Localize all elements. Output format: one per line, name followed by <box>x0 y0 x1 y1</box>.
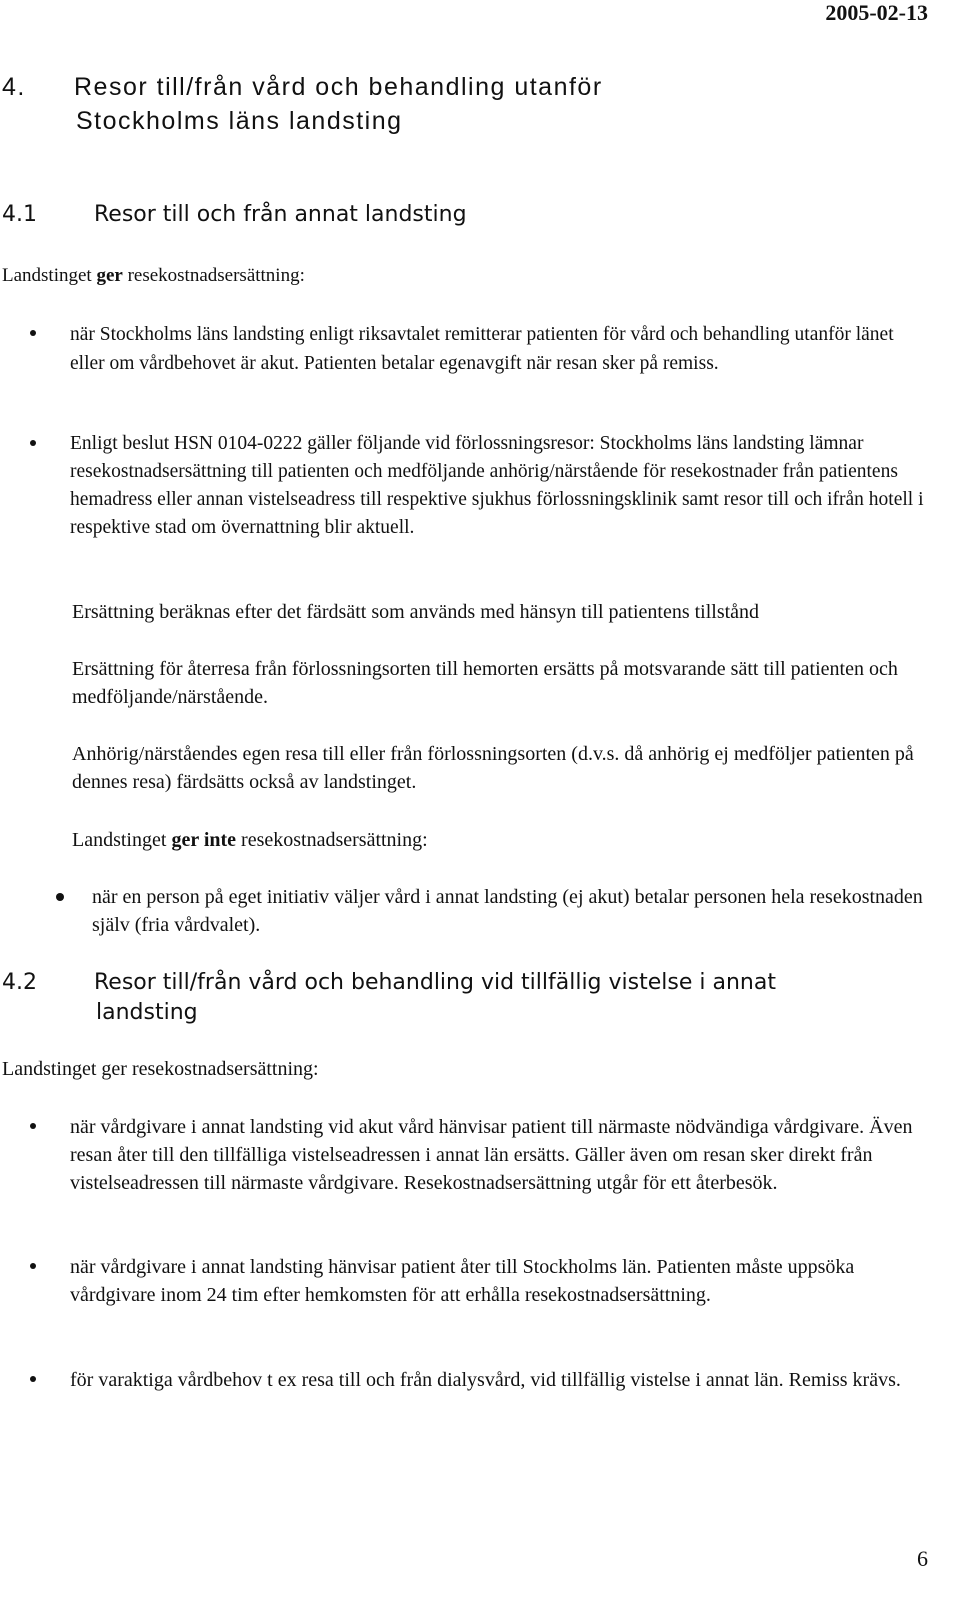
bullet-icon <box>30 440 36 446</box>
section-41-number: 4.1 <box>2 202 37 227</box>
paragraph-calculation: Ersättning beräknas efter det färdsätt som används med hänsyn till patientens tillstånd <box>72 601 760 623</box>
section-42-title-line2: landsting <box>96 1000 198 1025</box>
page-number: 6 <box>917 1546 928 1571</box>
section-41-intro-not: Landstinget ger inte resekostnadsersättning: <box>72 829 428 851</box>
section-42-intro: Landstinget ger resekostnadsersättning: <box>2 1058 319 1080</box>
list-item-text: Enligt beslut HSN 0104-0222 gäller följande vid förlossningsresor: Stockholms läns landsting lämnar resekostnadsersättning till patienten och medföljande anhörig/närstående för resekostnader från patientens hemadress eller annan vistelseadress till respektive sjukhus förlossningsklinik samt resor till och ifrån hotell i respektive stad om övernattning blir aktuell. <box>70 433 924 538</box>
paragraph-relative-trip: Anhörig/närståendes egen resa till eller från förlossningsorten (d.v.s. då anhörig ej medföljer patienten på dennes resa) färdsätts också av landstinget. <box>72 743 914 793</box>
bullet-icon <box>56 893 64 901</box>
bullet-icon <box>30 1376 36 1382</box>
section-42-title-line1: Resor till/från vård och behandling vid tillfällig vistelse i annat <box>94 970 776 995</box>
section-41-title: Resor till och från annat landsting <box>94 202 467 227</box>
section-4-title-line2: Stockholms läns landsting <box>76 107 403 135</box>
section-41-intro: Landstinget ger resekostnadsersättning: <box>2 265 305 286</box>
section-42-number: 4.2 <box>2 970 37 995</box>
bullet-icon <box>30 1123 36 1129</box>
list-item-text: när en person på eget initiativ väljer vård i annat landsting (ej akut) betalar personen hela resekostnaden själv (fria vårdvalet). <box>92 886 923 936</box>
section-4-heading <box>2 70 603 138</box>
section-41-heading <box>2 200 467 230</box>
paragraph-return-trip: Ersättning för återresa från förlossningsorten till hemorten ersätts på motsvarande sätt till patienten och medföljande/närstående. <box>72 658 898 708</box>
section-42-heading <box>2 968 776 1028</box>
section-4-title-line1: Resor till/från vård och behandling utanför <box>74 73 603 101</box>
list-item-text: när Stockholms läns landsting enligt riksavtalet remitterar patienten för vård och behandling utanför länet eller om vårdbehovet är akut. Patienten betalar egenavgift när resan sker på remiss. <box>70 324 894 374</box>
list-item-text: när vårdgivare i annat landsting vid akut vård hänvisar patient till närmaste nödvändiga vårdgivare. Även resan åter till den tillfälliga vistelseadressen i annat län ersätts. Gäller även om resan sker direkt från vistelseadressen till närmaste vårdgivare. Resekostnadsersättning utgår för ett återbesök. <box>70 1116 913 1194</box>
document-date: 2005-02-13 <box>825 0 928 25</box>
list-item-text: för varaktiga vårdbehov t ex resa till och från dialysvård, vid tillfällig vistelse i annat län. Remiss krävs. <box>70 1369 901 1391</box>
list-item-text: när vårdgivare i annat landsting hänvisar patient åter till Stockholms län. Patienten måste uppsöka vårdgivare inom 24 tim efter hemkomsten för att erhålla resekostnadsersättning. <box>70 1256 855 1306</box>
bullet-icon <box>30 330 36 336</box>
section-4-number: 4. <box>2 73 26 101</box>
bullet-icon <box>30 1263 36 1269</box>
